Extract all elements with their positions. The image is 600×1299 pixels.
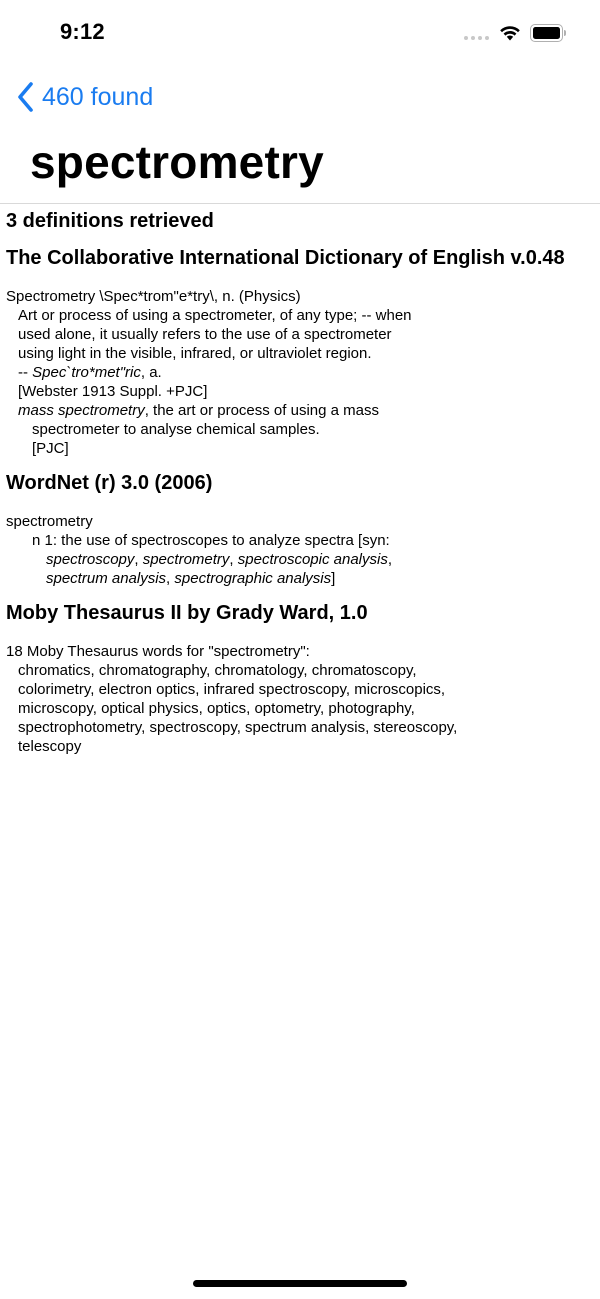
status-time: 9:12	[60, 19, 105, 44]
definitions-summary: 3 definitions retrieved	[6, 210, 214, 232]
definition-line: using light in the visible, infrared, or ultraviolet region.	[18, 345, 372, 362]
definition-line: spectrometry	[6, 513, 93, 530]
definition-line: Art or process of using a spectrometer, of any type; -- when	[18, 307, 412, 324]
battery-icon	[530, 24, 566, 42]
status-bar	[0, 0, 600, 66]
definition-line: spectrophotometry, spectroscopy, spectrum analysis, stereoscopy,	[18, 719, 458, 736]
definition-line: colorimetry, electron optics, infrared spectroscopy, microscopics,	[18, 681, 446, 698]
definition-line: used alone, it usually refers to the use of a spectrometer	[18, 326, 392, 343]
home-indicator[interactable]	[193, 1280, 407, 1287]
definition-line: spectrum analysis, spectrographic analysis]	[46, 570, 336, 587]
sources-list	[6, 245, 596, 756]
definition-line: [PJC]	[32, 440, 69, 457]
definition-line: microscopy, optical physics, optics, optometry, photography,	[18, 700, 415, 717]
page-title: spectrometry	[30, 136, 324, 188]
definition-line: -- Spec`tro*met"ric, a.	[18, 364, 162, 381]
definition-line: 18 Moby Thesaurus words for "spectrometry":	[6, 643, 310, 660]
definition-line: Spectrometry \Spec*trom"e*try\, n. (Physics)	[6, 288, 301, 305]
source-heading: The Collaborative International Dictionary of English v.0.48	[6, 247, 565, 269]
definition-entry	[6, 287, 596, 458]
source-heading: Moby Thesaurus II by Grady Ward, 1.0	[6, 602, 368, 624]
definition-line: chromatics, chromatography, chromatology, chromatoscopy,	[18, 662, 417, 679]
definition-line: telescopy	[18, 738, 82, 755]
definition-line: [Webster 1913 Suppl. +PJC]	[18, 383, 208, 400]
definition-line: n 1: the use of spectroscopes to analyze spectra [syn:	[32, 532, 390, 549]
definitions-content	[6, 207, 596, 768]
wifi-icon	[499, 24, 521, 41]
header-divider	[0, 203, 600, 204]
source-heading: WordNet (r) 3.0 (2006)	[6, 472, 213, 494]
definition-line: mass spectrometry, the art or process of using a mass	[18, 402, 379, 419]
back-button[interactable]	[16, 80, 153, 114]
definition-line: spectrometer to analyse chemical samples.	[32, 421, 320, 438]
definition-entry	[6, 512, 596, 588]
definition-entry	[6, 642, 596, 756]
back-button-label: 460 found	[42, 82, 154, 111]
definition-line: spectroscopy, spectrometry, spectroscopic analysis,	[46, 551, 393, 568]
signal-dots-icon	[464, 36, 489, 40]
chevron-left-icon	[16, 81, 36, 113]
